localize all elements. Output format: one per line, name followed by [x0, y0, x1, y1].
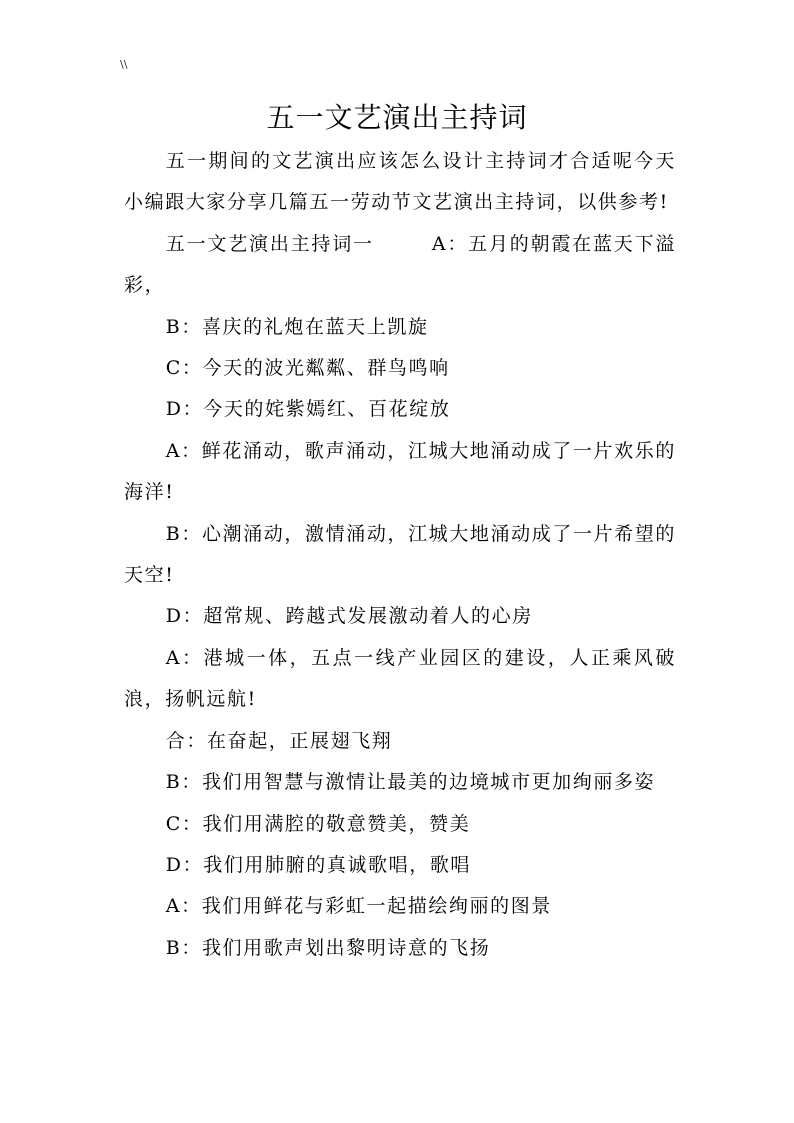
corner-mark: \\ [120, 58, 128, 71]
dialogue-line: C：今天的波光粼粼、群鸟鸣响 [165, 357, 450, 380]
dialogue-line: B：心潮涌动，激情涌动，江城大地涌动成了一片希望的天空! [124, 522, 676, 587]
dialogue-line: A：港城一体，五点一线产业园区的建设，人正乘风破浪，扬帆远航! [124, 646, 676, 711]
dialogue-line: C：我们用满腔的敬意赞美，赞美 [165, 812, 471, 835]
page-title: 五一文艺演出主持词 [266, 101, 528, 134]
section-heading: 五一文艺演出主持词一 [165, 232, 374, 255]
intro-paragraph: 五一期间的文艺演出应该怎么设计主持词才合适呢今天小编跟大家分享几篇五一劳动节文艺演出主持词，以供参考! [124, 150, 676, 214]
document-body [124, 141, 676, 969]
section-first-line: A：五月的朝霞在蓝天下溢彩， [124, 232, 676, 297]
dialogue-line: B：我们用智慧与激情让最美的边境城市更加绚丽多姿 [165, 771, 656, 794]
dialogue-line: 合：在奋起，正展翅飞翔 [165, 729, 393, 752]
dialogue-line: D：今天的姹紫嫣红、百花绽放 [165, 398, 451, 421]
dialogue-line: D：超常规、跨越式发展激动着人的心房 [165, 605, 533, 628]
dialogue-line: B：喜庆的礼炮在蓝天上凯旋 [165, 315, 429, 338]
section-first-paragraph [124, 224, 676, 307]
dialogue-line: D：我们用肺腑的真诚歌唱，歌唱 [165, 853, 472, 876]
dialogue-line: A：鲜花涌动，歌声涌动，江城大地涌动成了一片欢乐的海洋! [124, 439, 676, 504]
dialogue-line: B：我们用歌声划出黎明诗意的飞扬 [165, 936, 491, 959]
dialogue-line: A：我们用鲜花与彩虹一起描绘绚丽的图景 [165, 895, 552, 918]
